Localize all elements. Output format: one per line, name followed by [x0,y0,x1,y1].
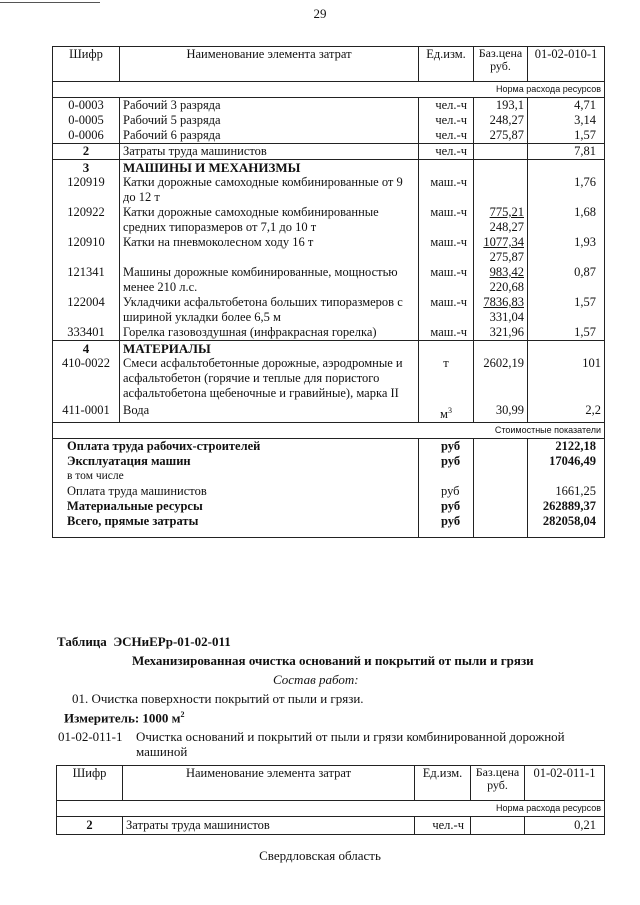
cell-norm: 1,57 [528,295,605,325]
cell-unit: маш.-ч [419,295,474,325]
cell-unit: чел.-ч [415,817,471,835]
cell-name: Укладчики асфальтобетона больших типоразмеров с шириной укладки более 6,5 м [120,295,419,325]
summary-row [53,469,605,484]
summary-value [528,469,605,484]
price-operator: 331,04 [489,310,524,324]
cell-price: 248,27 [474,113,528,128]
header-unit: Ед.изм. [415,766,471,801]
section-code: 3 [53,160,120,176]
header-name: Наименование элемента затрат [123,766,415,801]
table-row [53,403,605,423]
cell-name: Катки на пневмоколесном ходу 16 т [120,235,419,265]
cell-norm: 1,57 [528,325,605,341]
header-norm-code: 01-02-011-1 [525,766,605,801]
price-total: 1077,34 [483,235,524,249]
header-price: Баз.цена руб. [474,47,528,82]
table-row [53,113,605,128]
cell-unit: маш.-ч [419,205,474,235]
cell-price [474,205,528,235]
cell-code: 0-0005 [53,113,120,128]
header-price: Баз.цена руб. [471,766,525,801]
header-norm-code: 01-02-010-1 [528,47,605,82]
cell-name: Смеси асфальтобетонные дорожные, аэродромные и асфальтобетон (горячие и теплые для пористого асфальтобетона щебеночные и гравийные), марка II [120,356,419,403]
cell-unit: маш.-ч [419,175,474,205]
section-title: МАШИНЫ И МЕХАНИЗМЫ [120,160,419,176]
price-total: 983,42 [489,265,524,279]
cell-unit: маш.-ч [419,325,474,341]
cell-unit: $м^3$ [419,403,474,423]
cell-code: 121341 [53,265,120,295]
cell-price [474,144,528,160]
table-header-row [53,47,605,82]
table-row [57,817,605,835]
resource-table-01-02-011 [56,765,605,835]
cell-price: 2602,19 [474,356,528,403]
norm-subheader-row [53,82,605,98]
table-row [53,175,605,205]
summary-value: 2122,18 [528,439,605,455]
cell-unit: чел.-ч [419,144,474,160]
table-row [53,356,605,403]
table-row [53,325,605,341]
table-caption: Таблица ЭСНиЕРр-01-02-011 [57,634,231,649]
cell-code: 120922 [53,205,120,235]
cell-name: Горелка газовоздушная (инфракрасная горелка) [120,325,419,341]
cell-code: 0-0003 [53,98,120,114]
cell-code: 2 [57,817,123,835]
cell-norm: 0,21 [525,817,605,835]
cell-price [474,175,528,205]
cell-norm: 1,76 [528,175,605,205]
cell-norm: 3,14 [528,113,605,128]
resource-table-01-02-010 [52,46,605,538]
summary-label: в том числе [53,469,419,484]
header-unit: Ед.изм. [419,47,474,82]
cell-unit: маш.-ч [419,265,474,295]
price-operator: 220,68 [489,280,524,294]
header-name: Наименование элемента затрат [120,47,419,82]
cell-price: 30,99 [474,403,528,423]
cell-code: 120919 [53,175,120,205]
operator-labor-row [53,144,605,160]
summary-label: Эксплуатация машин [53,454,419,469]
section-code: 4 [53,341,120,357]
section-title: МАТЕРИАЛЫ [120,341,419,357]
header-code: Шифр [57,766,123,801]
price-operator: 275,87 [489,250,524,264]
cell-name: Затраты труда машинистов [120,144,419,160]
summary-unit: руб [419,514,474,538]
cell-norm: 7,81 [528,144,605,160]
summary-row [53,439,605,455]
cell-name: Рабочий 5 разряда [120,113,419,128]
price-total: 7836,83 [483,295,524,309]
cell-unit: чел.-ч [419,98,474,114]
cell-price: 275,87 [474,128,528,144]
cost-subheader-row [53,423,605,439]
cell-name: Машины дорожные комбинированные, мощностью менее 210 л.с. [120,265,419,295]
table-row [53,235,605,265]
table-code: ЭСНиЕРр-01-02-011 [113,634,231,649]
cost-subheader: Стоимостные показатели [53,423,605,439]
table-row [53,205,605,235]
summary-row [53,514,605,538]
summary-unit: руб [419,439,474,455]
summary-value: 282058,04 [528,514,605,538]
summary-row [53,499,605,514]
section-title: Механизированная очистка оснований и покрытий от пыли и грязи [132,653,534,668]
work-item: 01. Очистка поверхности покрытий от пыли и грязи. [72,691,364,706]
summary-unit: руб [419,484,474,499]
summary-unit: руб [419,499,474,514]
summary-label: Материальные ресурсы [53,499,419,514]
section-header-machines [53,160,605,176]
work-composition-label: Состав работ: [273,672,359,687]
cell-norm: 1,68 [528,205,605,235]
table-header-row [57,766,605,801]
table-row [53,128,605,144]
norm-subheader: Норма расхода ресурсов [57,801,605,817]
cell-name: Затраты труда машинистов [123,817,415,835]
cell-unit: чел.-ч [419,113,474,128]
cell-norm: 1,93 [528,235,605,265]
cell-code: 411-0001 [53,403,120,423]
summary-row [53,484,605,499]
table-row [53,295,605,325]
norm-subheader-row [57,801,605,817]
cell-norm: 1,57 [528,128,605,144]
summary-value: 17046,49 [528,454,605,469]
cell-norm: 4,71 [528,98,605,114]
norm-code: 01-02-011-1 [58,729,123,744]
cell-norm: 101 [528,356,605,403]
cell-code: 333401 [53,325,120,341]
section-header-materials [53,341,605,357]
cell-unit: т [419,356,474,403]
cell-norm: 0,87 [528,265,605,295]
cell-unit: маш.-ч [419,235,474,265]
cell-code: 2 [53,144,120,160]
cell-code: 120910 [53,235,120,265]
summary-value: 1661,25 [528,484,605,499]
cell-price [474,295,528,325]
scan-artifact-line [0,2,100,3]
cell-unit: чел.-ч [419,128,474,144]
cell-price: 321,96 [474,325,528,341]
cell-name: Рабочий 3 разряда [120,98,419,114]
summary-unit: руб [419,454,474,469]
measure-label: Измеритель: 1000 $м^2$ [64,710,185,726]
cell-name: Катки дорожные самоходные комбинированные средних типоразмеров от 7,1 до 10 т [120,205,419,235]
summary-unit [419,469,474,484]
footer-region: Свердловская область [259,848,381,863]
summary-value: 262889,37 [528,499,605,514]
cell-name: Рабочий 6 разряда [120,128,419,144]
table-row [53,265,605,295]
cell-price [474,235,528,265]
summary-label: Оплата труда рабочих-строителей [53,439,419,455]
header-code: Шифр [53,47,120,82]
price-total: 775,21 [489,205,524,219]
cell-code: 122004 [53,295,120,325]
table-row [53,98,605,114]
cell-norm: 2,2 [528,403,605,423]
norm-description-line2: машиной [136,744,188,759]
price-operator: 248,27 [489,220,524,234]
cell-code: 0-0006 [53,128,120,144]
summary-label: Оплата труда машинистов [53,484,419,499]
cell-price: 193,1 [474,98,528,114]
norm-description-line1: Очистка оснований и покрытий от пыли и грязи комбинированной дорожной [136,729,565,744]
cell-price [474,265,528,295]
cell-price [471,817,525,835]
cell-name: Вода [120,403,419,423]
summary-label: Всего, прямые затраты [53,514,419,538]
summary-row [53,454,605,469]
norm-subheader: Норма расхода ресурсов [53,82,605,98]
cell-name: Катки дорожные самоходные комбинированные от 9 до 12 т [120,175,419,205]
page-number: 29 [313,6,327,21]
cell-code: 410-0022 [53,356,120,403]
